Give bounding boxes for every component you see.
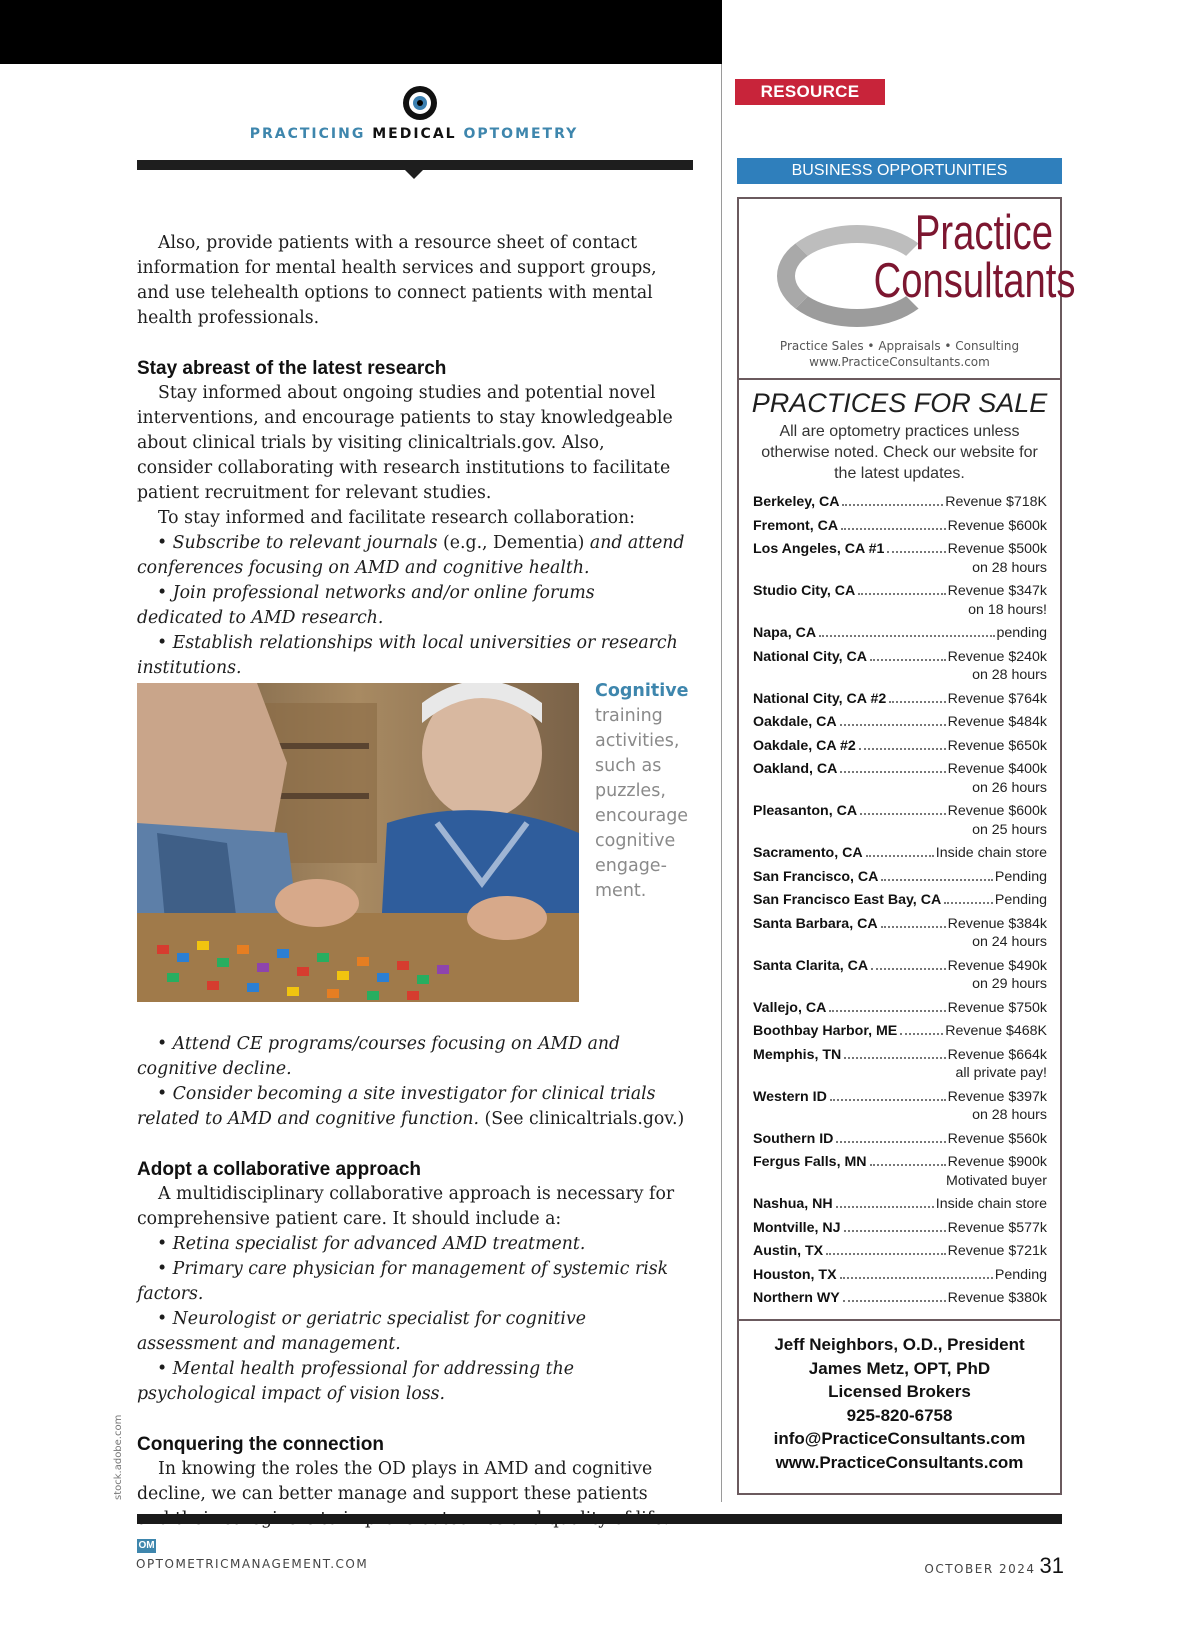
stay-informed-paragraph: To stay informed and facilitate research collaboration: — [158, 508, 635, 528]
leader-dots — [844, 1057, 945, 1059]
listing-location: Montville, NJ — [753, 1219, 841, 1236]
listing-value: Revenue $500k — [947, 541, 1047, 557]
listing-row — [753, 582, 1047, 624]
article-part-1 — [137, 231, 685, 681]
listing-value: Pending — [994, 868, 1047, 885]
leader-dots — [840, 724, 946, 726]
contact-role: Licensed Brokers — [828, 1382, 971, 1401]
listing-location: Houston, TX — [753, 1266, 837, 1283]
leader-dots — [841, 528, 945, 530]
section-word-3: OPTOMETRY — [463, 126, 579, 142]
listing-location: Vallejo, CA — [753, 999, 827, 1016]
listing-value: Revenue $721k — [947, 1243, 1047, 1259]
listing-location: Berkeley, CA — [753, 494, 840, 510]
leader-dots — [866, 855, 934, 857]
listing-value: Revenue $560k — [947, 1130, 1047, 1147]
leader-dots — [900, 1033, 943, 1035]
listing-location: Santa Clarita, CA — [753, 957, 869, 974]
listing-value: Revenue $380k — [947, 1290, 1047, 1306]
caption-body: training activities, such as puzzles, encourage cognitive engage-ment. — [595, 706, 689, 901]
listing-row — [753, 844, 1047, 868]
contact-second: James Metz, OPT, PhD — [808, 1358, 991, 1378]
listing-row — [753, 1046, 1047, 1088]
company-logo — [739, 199, 1076, 380]
contact-divider — [739, 1319, 1060, 1321]
listing-row — [753, 1289, 1047, 1313]
conquer-text: In knowing the roles the OD plays in AMD and cognitive decline, we can better manage and support these patients — [137, 1459, 653, 1504]
listing-row — [753, 1130, 1047, 1154]
listing-location: Pleasanton, CA — [753, 803, 858, 819]
practices-list — [753, 493, 1047, 1313]
header-rule — [137, 160, 693, 170]
listing-row — [753, 713, 1047, 737]
listing-location: National City, CA #2 — [753, 690, 887, 707]
eye-icon — [403, 86, 437, 120]
listing-value: Revenue $397k — [947, 1088, 1047, 1105]
listing-note: on 18 hours! — [968, 601, 1047, 618]
leader-dots — [836, 1141, 945, 1143]
listing-row — [753, 1153, 1047, 1195]
bullet-1-part-b: (e.g., Dementia) — [437, 533, 590, 553]
leader-dots — [858, 593, 945, 595]
article-part-2 — [137, 1032, 685, 1557]
listing-row — [753, 1266, 1047, 1290]
listing-note: on 28 hours — [972, 1107, 1047, 1124]
listing-location: National City, CA — [753, 648, 868, 665]
leader-dots — [840, 1277, 993, 1279]
listing-row — [753, 1088, 1047, 1130]
listing-location: Northern WY — [753, 1290, 840, 1306]
listing-value: Pending — [994, 1266, 1047, 1283]
header-notch — [405, 170, 423, 179]
research-bullet-2: • Join professional networks and/or online forums dedicated to AMD research. — [137, 583, 595, 628]
listing-row — [753, 957, 1047, 999]
listing-note: on 28 hours — [972, 667, 1047, 684]
listing-value: Revenue $484k — [947, 714, 1047, 730]
contact-block — [739, 1333, 1060, 1474]
listing-row — [753, 760, 1047, 802]
research-heading: Stay abreast of the latest research — [137, 358, 447, 379]
listing-row — [753, 915, 1047, 957]
listing-note: all private pay! — [955, 1065, 1047, 1082]
contact-phone: 925-820-6758 — [846, 1405, 953, 1425]
photo-credit — [111, 1416, 129, 1500]
leader-dots — [887, 551, 945, 553]
practice-consultants-ad — [737, 197, 1076, 1495]
research-bullet-4: • Attend CE programs/courses focusing on AMD and cognitive decline. — [137, 1034, 621, 1079]
collab-bullet-2: • Primary care physician for management of systemic risk factors. — [137, 1259, 669, 1304]
category-bar: BUSINESS OPPORTUNITIES — [737, 158, 1062, 184]
listing-value: Inside chain store — [935, 845, 1047, 861]
section-title — [137, 126, 691, 142]
leader-dots — [836, 1206, 934, 1208]
photo-credit-text: stock.adobe.com — [113, 1414, 124, 1500]
listing-row — [753, 493, 1047, 517]
listing-value: Revenue $577k — [947, 1219, 1047, 1236]
caption-lead: Cognitive — [595, 681, 689, 701]
collab-paragraph: A multidisciplinary collaborative approach is necessary for comprehensive patient care. It should include a: — [137, 1184, 675, 1229]
leader-dots — [829, 1010, 945, 1012]
listing-row — [753, 1219, 1047, 1243]
leader-dots — [871, 968, 946, 970]
conquer-heading: Conquering the connection — [137, 1434, 384, 1455]
resource-center-badge: RESOURCE CENTER — [735, 79, 885, 105]
listing-value: Inside chain store — [935, 1196, 1047, 1212]
listing-location: Studio City, CA — [753, 583, 856, 599]
end-mark-icon: OM — [138, 1540, 155, 1551]
leader-dots — [844, 1230, 946, 1232]
listing-note: on 24 hours — [972, 934, 1047, 951]
listing-location: Oakdale, CA #2 — [753, 737, 856, 754]
contact-president: Jeff Neighbors, O.D., President — [774, 1335, 1025, 1354]
leader-dots — [819, 635, 994, 637]
listing-note: on 26 hours — [972, 779, 1047, 796]
collab-bullet-1: • Retina specialist for advanced AMD treatment. — [157, 1234, 586, 1254]
listing-location: Austin, TX — [753, 1243, 824, 1259]
listing-note: on 25 hours — [972, 821, 1047, 838]
listing-location: Nashua, NH — [753, 1196, 833, 1212]
leader-dots — [826, 1253, 945, 1255]
logo-tagline: Practice Sales • Appraisals • Consulting — [779, 339, 1020, 353]
collab-bullet-3: • Neurologist or geriatric specialist for cognitive assessment and management. — [137, 1309, 586, 1354]
footer-rule — [137, 1514, 1062, 1524]
listing-row — [753, 737, 1047, 761]
leader-dots — [944, 902, 993, 904]
listing-row — [753, 891, 1047, 915]
listing-value: Revenue $240k — [947, 648, 1047, 665]
listing-note: on 29 hours — [972, 976, 1047, 993]
logo-url: www.PracticeConsultants.com — [809, 355, 990, 369]
logo-word-consultants: Consultants — [873, 254, 1076, 308]
listing-location: Boothbay Harbor, ME — [753, 1023, 898, 1039]
listing-location: Memphis, TN — [753, 1046, 842, 1063]
research-paragraph: Stay informed about ongoing studies and potential novel interventions, and encourage patients to stay knowledgeable about clinical trials by visiting clinicaltrials.gov. Also, consider collaborating with research institutions to facilitate patient recruitment for relevant studies. — [137, 383, 673, 503]
listing-value: Revenue $900k — [947, 1154, 1047, 1170]
footer-issue-date: OCTOBER 2024 — [924, 1562, 1036, 1576]
listing-row — [753, 1022, 1047, 1046]
listing-location: Fergus Falls, MN — [753, 1154, 867, 1170]
listing-row — [753, 540, 1047, 582]
contact-email: info@PracticeConsultants.com — [773, 1429, 1026, 1448]
listing-value: pending — [996, 625, 1047, 641]
listing-row — [753, 517, 1047, 541]
footer-site: OPTOMETRICMANAGEMENT.COM — [136, 1557, 369, 1571]
collab-heading: Adopt a collaborative approach — [137, 1159, 421, 1180]
listing-location: San Francisco, CA — [753, 868, 879, 885]
practices-description: All are optometry practices unless otherwise noted. Check our website for the latest updates. — [761, 423, 1038, 482]
contact-website: www.PracticeConsultants.com — [775, 1452, 1024, 1472]
listing-value: Revenue $600k — [947, 517, 1047, 534]
bullet-5-part-b: (See clinicaltrials.gov.) — [479, 1109, 685, 1129]
leader-dots — [842, 504, 943, 506]
leader-dots — [843, 1300, 946, 1302]
listing-row — [753, 1242, 1047, 1266]
listing-value: Revenue $400k — [947, 761, 1047, 777]
leader-dots — [860, 813, 946, 815]
listing-value: Revenue $384k — [947, 915, 1047, 932]
listing-location: Fremont, CA — [753, 517, 839, 534]
bullet-1-part-c: and attend conferences focusing on AMD and cognitive health. — [137, 533, 685, 578]
listing-location: Southern ID — [753, 1130, 834, 1147]
listing-location: Oakdale, CA — [753, 714, 837, 730]
listing-value: Revenue $600k — [947, 803, 1047, 819]
listing-location: San Francisco East Bay, CA — [753, 892, 942, 908]
listing-location: Santa Barbara, CA — [753, 915, 878, 932]
page-number: 31 — [1039, 1553, 1064, 1578]
listing-location: Los Angeles, CA #1 — [753, 541, 885, 557]
bullet-1-part-a: • Subscribe to relevant journals — [157, 533, 438, 553]
leader-dots — [840, 771, 945, 773]
leader-dots — [830, 1099, 946, 1101]
listing-value: Revenue $650k — [947, 737, 1047, 754]
research-bullet-5 — [137, 1082, 685, 1132]
listing-location: Western ID — [753, 1088, 827, 1105]
listing-value: Revenue $347k — [947, 583, 1047, 599]
photo-caption — [595, 679, 710, 904]
leader-dots — [881, 926, 946, 928]
top-black-bar — [0, 0, 722, 64]
leader-dots — [870, 1164, 946, 1166]
leader-dots — [870, 659, 946, 661]
listing-row — [753, 802, 1047, 844]
section-word-1: PRACTICING — [249, 126, 366, 142]
listing-row — [753, 1195, 1047, 1219]
listing-location: Sacramento, CA — [753, 845, 863, 861]
listing-row — [753, 999, 1047, 1023]
listing-value: Pending — [994, 892, 1047, 908]
leader-dots — [881, 879, 993, 881]
conquer-paragraph — [137, 1457, 685, 1557]
listing-value: Revenue $718K — [945, 494, 1047, 510]
puzzle-photo — [137, 683, 579, 1002]
column-divider — [721, 64, 722, 1502]
logo-word-practice: Practice — [914, 206, 1053, 260]
listing-value: Revenue $664k — [947, 1046, 1047, 1063]
listing-note: Motivated buyer — [946, 1172, 1047, 1189]
listing-value: Revenue $764k — [947, 690, 1047, 707]
listing-row — [753, 648, 1047, 690]
leader-dots — [889, 701, 945, 703]
research-bullet-1 — [137, 531, 685, 581]
intro-paragraph: Also, provide patients with a resource sheet of contact information for mental health services and support groups, and use telehealth options to connect patients with mental health professionals. — [137, 233, 657, 328]
listing-row — [753, 690, 1047, 714]
leader-dots — [859, 748, 946, 750]
bullet-5-part-a: • Consider becoming a site investigator for clinical trials related to AMD and cognitive function. — [137, 1084, 656, 1129]
listing-location: Napa, CA — [753, 625, 817, 641]
section-word-2: MEDICAL — [372, 126, 457, 142]
listing-note: on 28 hours — [972, 559, 1047, 576]
listing-value: Revenue $490k — [947, 957, 1047, 974]
listing-value: Revenue $750k — [947, 999, 1047, 1016]
collab-bullet-4: • Mental health professional for addressing the psychological impact of vision loss. — [137, 1359, 574, 1404]
listing-location: Oakland, CA — [753, 761, 838, 777]
practices-for-sale-title: PRACTICES FOR SALE — [751, 388, 1048, 418]
listing-value: Revenue $468K — [945, 1023, 1047, 1039]
research-bullet-3: • Establish relationships with local universities or research institutions. — [137, 633, 678, 678]
listing-row — [753, 868, 1047, 892]
footer-issue — [920, 1553, 1064, 1579]
listing-row — [753, 624, 1047, 648]
